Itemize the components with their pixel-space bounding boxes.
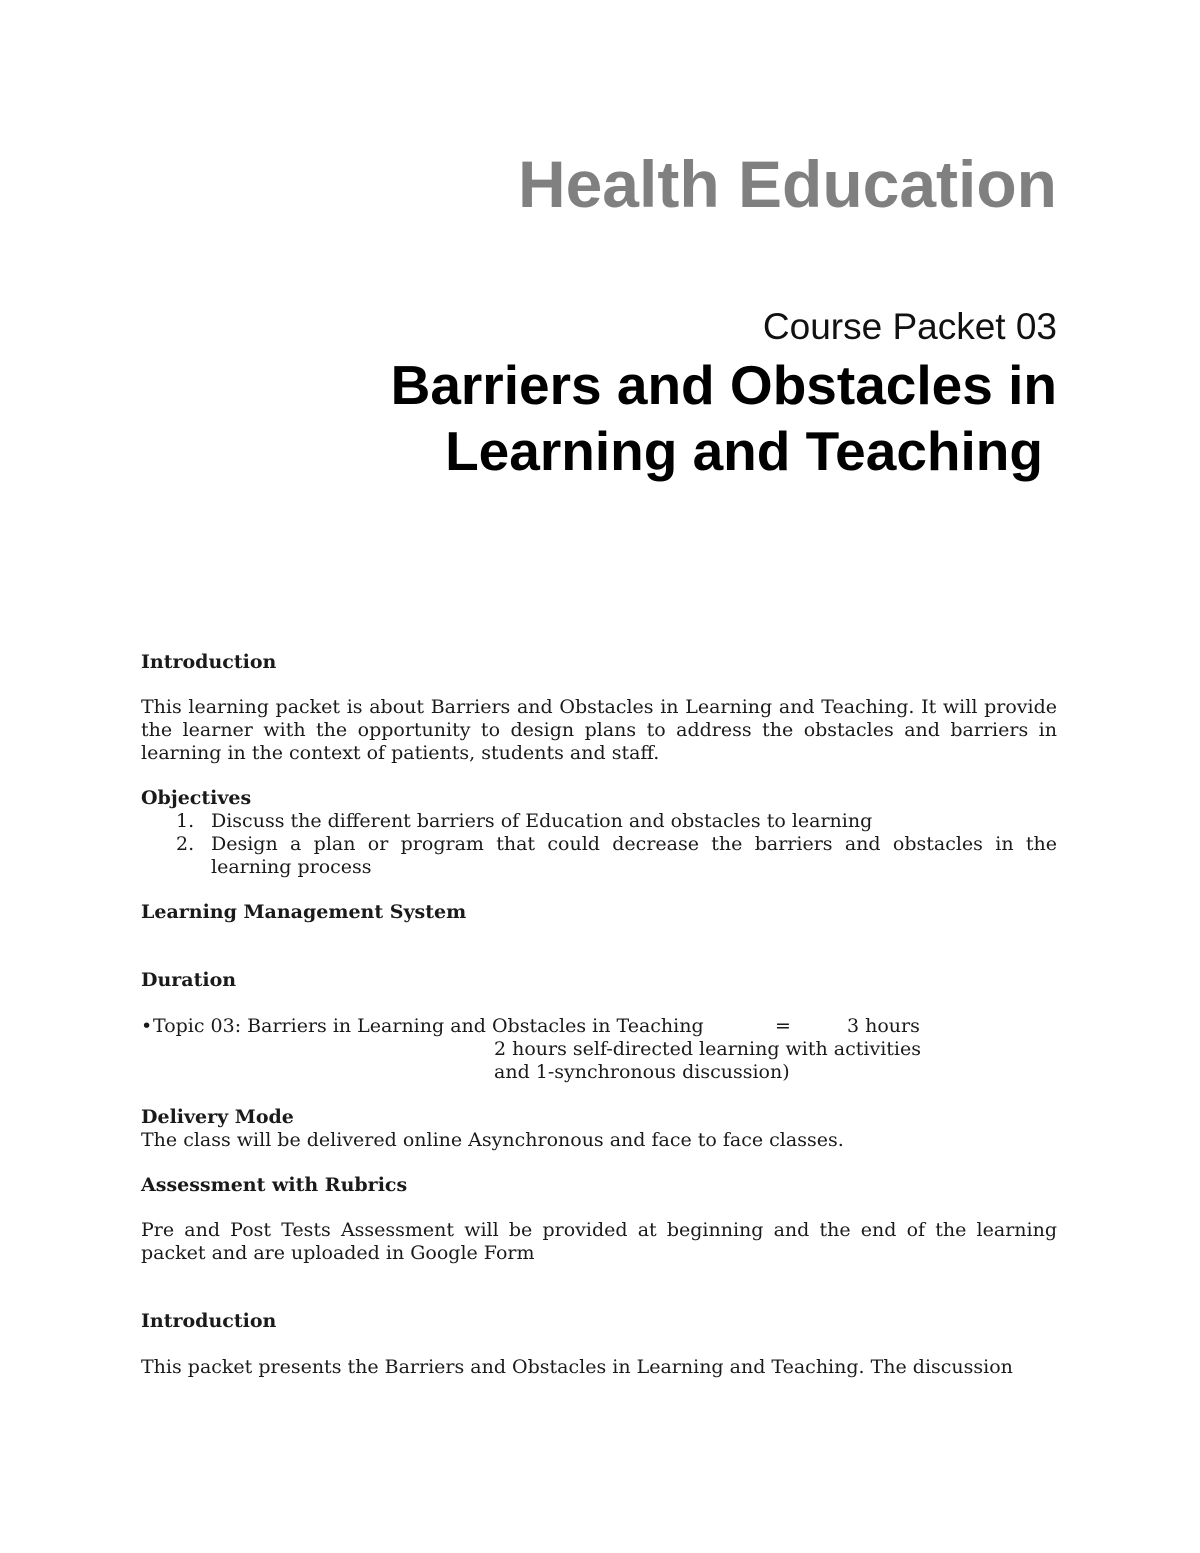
packet-title-line-1: Barriers and Obstacles in: [390, 354, 1057, 416]
duration-topic: Topic 03: Barriers in Learning and Obstacles in Teaching: [153, 1015, 704, 1037]
objective-item: [176, 833, 1057, 879]
duration-detail-1: 2 hours self-directed learning with activities: [494, 1038, 921, 1060]
packet-title: [297, 352, 1057, 484]
introduction-heading: Introduction: [141, 651, 277, 673]
objective-number: 1.: [176, 810, 195, 832]
assessment-heading: Assessment with Rubrics: [141, 1174, 408, 1196]
duration-topic-row: [141, 1015, 1057, 1038]
introduction-2-heading: Introduction: [141, 1310, 277, 1332]
duration-equals: =: [775, 1015, 791, 1037]
bullet-icon: •: [141, 1015, 153, 1037]
lms-heading: Learning Management System: [141, 901, 467, 923]
objective-text: Discuss the different barriers of Education and obstacles to learning: [211, 810, 873, 832]
document-body: [141, 651, 1057, 1379]
objective-number: 2.: [176, 833, 195, 855]
packet-label: Course Packet 03: [762, 306, 1057, 347]
duration-hours: 3 hours: [847, 1015, 920, 1037]
packet-title-line-2: Learning and Teaching: [445, 420, 1043, 482]
assessment-text: Pre and Post Tests Assessment will be provided at beginning and the end of the learning packet and are uploaded in Google Form: [141, 1219, 1057, 1264]
objective-item: [176, 810, 1057, 833]
duration-heading: Duration: [141, 969, 237, 991]
introduction-text: This learning packet is about Barriers and Obstacles in Learning and Teaching. It will provide the learner with the opportunity to design plans to address the obstacles and barriers in learning in the context of patients, students and staff.: [141, 696, 1057, 764]
objectives-list: [141, 810, 1057, 879]
subject-title: Health Education: [517, 147, 1057, 221]
duration-detail-2: and 1-synchronous discussion): [494, 1061, 790, 1083]
delivery-text: The class will be delivered online Asynchronous and face to face classes.: [141, 1129, 844, 1151]
introduction-2-text: This packet presents the Barriers and Obstacles in Learning and Teaching. The discussion: [141, 1356, 1013, 1378]
objectives-heading: Objectives: [141, 787, 252, 809]
delivery-heading: Delivery Mode: [141, 1106, 294, 1128]
objective-text: Design a plan or program that could decrease the barriers and obstacles in the learning process: [211, 833, 1057, 878]
